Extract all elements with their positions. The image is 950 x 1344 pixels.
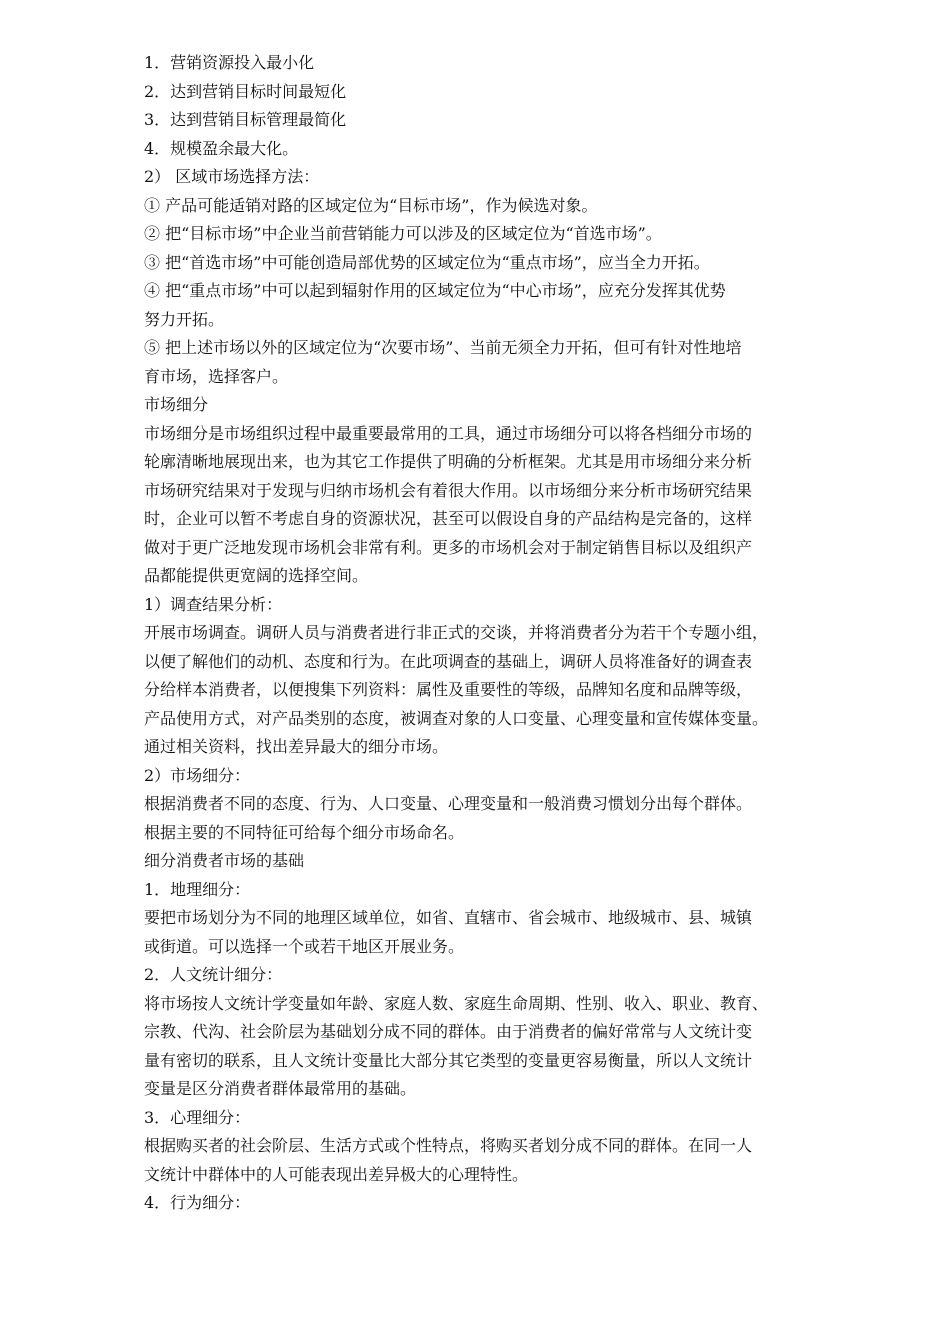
paragraph-line: 将市场按人文统计学变量如年龄、家庭人数、家庭生命周期、性别、收入、职业、教育、 <box>144 993 769 1013</box>
paragraph-line: 量有密切的联系，且人文统计变量比大部分其它类型的变量更容易衡量，所以人文统计 <box>144 1050 753 1070</box>
paragraph-line: 文统计中群体中的人可能表现出差异极大的心理特性。 <box>144 1164 529 1184</box>
section-heading: 市场细分 <box>144 395 209 414</box>
list-item: 4．规模盈余最大化。 <box>144 138 299 158</box>
paragraph-line: 根据消费者不同的态度、行为、人口变量、心理变量和一般消费习惯划分出每个群体。 <box>144 794 753 813</box>
list-item: 1．营销资源投入最小化 <box>144 53 315 72</box>
paragraph-line: 要把市场划分为不同的地理区域单位，如省、直辖市、省会城市、地级城市、县、城镇 <box>144 908 753 927</box>
paragraph-line: 分给样本消费者，以便搜集下列资料：属性及重要性的等级，品牌知名度和品牌等级， <box>144 680 753 699</box>
section-heading: 2．人文统计细分： <box>144 965 283 984</box>
list-item: ⑤ 把上述市场以外的区域定位为“次要市场”、当前无须全力开拓，但可有针对性地培 <box>144 338 742 357</box>
document-body <box>144 49 889 1218</box>
section-heading: 1）调查结果分析： <box>144 594 283 614</box>
list-item: ① 产品可能适销对路的区域定位为“目标市场”，作为候选对象。 <box>144 195 598 215</box>
list-item-continuation: 努力开拓。 <box>144 309 225 329</box>
section-heading: 1．地理细分： <box>144 879 251 899</box>
paragraph-line: 根据购买者的社会阶层、生活方式或个性特点，将购买者划分成不同的群体。在同一人 <box>144 1136 753 1155</box>
paragraph-line: 时，企业可以暂不考虑自身的资源状况，甚至可以假设自身的产品结构是完备的，这样 <box>144 509 753 528</box>
paragraph-line: 通过相关资料，找出差异最大的细分市场。 <box>144 737 449 756</box>
paragraph-line: 或街道。可以选择一个或若干地区开展业务。 <box>144 936 465 956</box>
section-heading: 2）市场细分： <box>144 765 251 785</box>
paragraph-line: 开展市场调查。调研人员与消费者进行非正式的交谈，并将消费者分为若干个专题小组， <box>144 623 769 642</box>
paragraph-line: 做对于更广泛地发现市场机会非常有利。更多的市场机会对于制定销售目标以及组织产 <box>144 537 753 557</box>
paragraph-line: 宗教、代沟、社会阶层为基础划分成不同的群体。由于消费者的偏好常常与人文统计变 <box>144 1022 753 1041</box>
section-heading: 2） 区域市场选择方法： <box>144 167 320 186</box>
section-heading: 细分消费者市场的基础 <box>144 851 305 870</box>
list-item: 2．达到营销目标时间最短化 <box>144 81 347 101</box>
paragraph-line: 产品使用方式，对产品类别的态度，被调查对象的人口变量、心理变量和宣传媒体变量。 <box>144 708 769 728</box>
paragraph-line: 根据主要的不同特征可给每个细分市场命名。 <box>144 822 465 842</box>
list-item: 3．达到营销目标管理最简化 <box>144 110 347 129</box>
paragraph-line: 品都能提供更宽阔的选择空间。 <box>144 566 369 585</box>
list-item: ② 把“目标市场”中企业当前营销能力可以涉及的区域定位为“首选市场”。 <box>144 224 662 243</box>
list-item: ③ 把“首选市场”中可能创造局部优势的区域定位为“重点市场”，应当全力开拓。 <box>144 252 710 272</box>
list-item: ④ 把“重点市场”中可以起到辐射作用的区域定位为“中心市场”，应充分发挥其优势 <box>144 281 726 300</box>
paragraph-line: 轮廓清晰地展现出来，也为其它工作提供了明确的分析框架。尤其是用市场细分来分析 <box>144 452 753 471</box>
section-heading: 3．心理细分： <box>144 1107 251 1127</box>
section-heading: 4．行为细分： <box>144 1193 251 1212</box>
list-item-continuation: 育市场，选择客户。 <box>144 366 289 386</box>
paragraph-line: 市场研究结果对于发现与归纳市场机会有着很大作用。以市场细分来分析市场研究结果 <box>144 480 753 500</box>
paragraph-line: 以便了解他们的动机、态度和行为。在此项调查的基础上，调研人员将准备好的调查表 <box>144 651 753 671</box>
paragraph-line: 变量是区分消费者群体最常用的基础。 <box>144 1079 417 1098</box>
paragraph-line: 市场细分是市场组织过程中最重要最常用的工具，通过市场细分可以将各档细分市场的 <box>144 423 753 443</box>
